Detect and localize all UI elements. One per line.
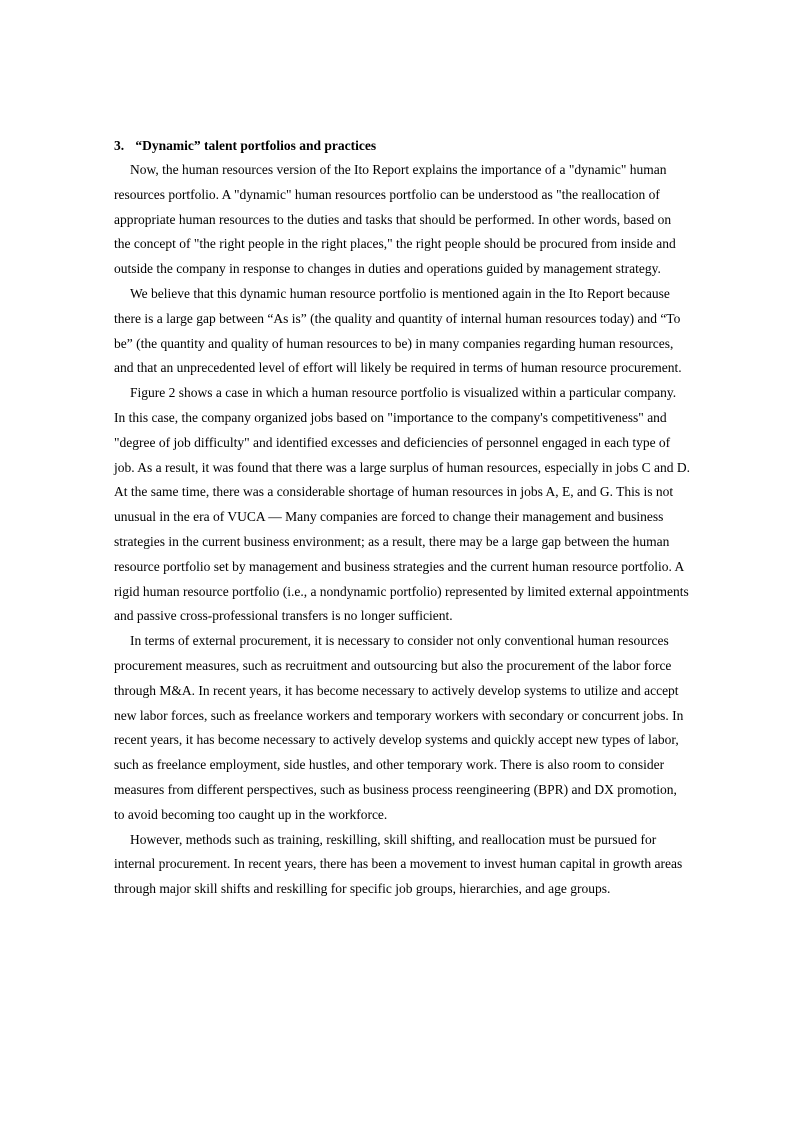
paragraph-internal-procurement: However, methods such as training, reskilling, skill shifting, and reallocation must be pursued for internal procurement. In recent years, there has been a movement to invest human capital in growth areas through major skill shifts and reskilling for specific job groups, hierarchies, and age groups.: [114, 831, 683, 897]
paragraph-figure-2-case: Figure 2 shows a case in which a human resource portfolio is visualized within a particular company. In this case, the company organized jobs based on "importance to the company's competitiveness" and "degree of job difficulty" and identified excesses and deficiencies of personnel engaged in each type of job. As a result, it was found that there was a large surplus of human resources, especially in jobs C and D. At the same time, there was a considerable shortage of human resources in jobs A, E, and G. This is not unusual in the era of VUCA — Many companies are forced to change their management and business strategies in the current business environment; as a result, there may be a large gap between the human resource portfolio set by management and business strategies and the current human resource portfolio. A rigid human resource portfolio (i.e., a nondynamic portfolio) represented by limited external appointments and passive cross-professional transfers is no longer sufficient.: [114, 385, 690, 624]
paragraph-dynamic-portfolio-intro: Now, the human resources version of the Ito Report explains the importance of a "dynamic" human resources portfolio. A "dynamic" human resources portfolio can be understood as "the reallocation of appropriate human resources to the duties and tasks that should be performed. In other words, based on the concept of "the right people in the right places," the right people should be procured from inside and outside the company in response to changes in duties and operations guided by management strategy.: [114, 162, 676, 277]
paragraph-as-is-to-be-gap: We believe that this dynamic human resource portfolio is mentioned again in the Ito Report because there is a large gap between “As is” (the quality and quantity of internal human resources today) and “To be” (the quantity and quality of human resources to be) in many companies regarding human resources, and that an unprecedented level of effort will likely be required in terms of human resource procurement.: [114, 285, 682, 376]
page-content: [114, 136, 690, 902]
section-heading: [114, 136, 690, 156]
section-title: “Dynamic” talent portfolios and practices: [135, 138, 377, 153]
paragraph-external-procurement: In terms of external procurement, it is necessary to consider not only conventional human resources procurement measures, such as recruitment and outsourcing but also the procurement of the labor force through M&A. In recent years, it has become necessary to actively develop systems to utilize and accept new labor forces, such as freelance workers and temporary workers with secondary or concurrent jobs. In recent years, it has become necessary to actively develop systems and quickly accept new types of labor, such as freelance employment, side hustles, and other temporary work. There is also room to consider measures from different perspectives, such as business process reengineering (BPR) and DX promotion, to avoid becoming too caught up in the workforce.: [114, 633, 684, 822]
section-number: 3.: [114, 138, 125, 153]
